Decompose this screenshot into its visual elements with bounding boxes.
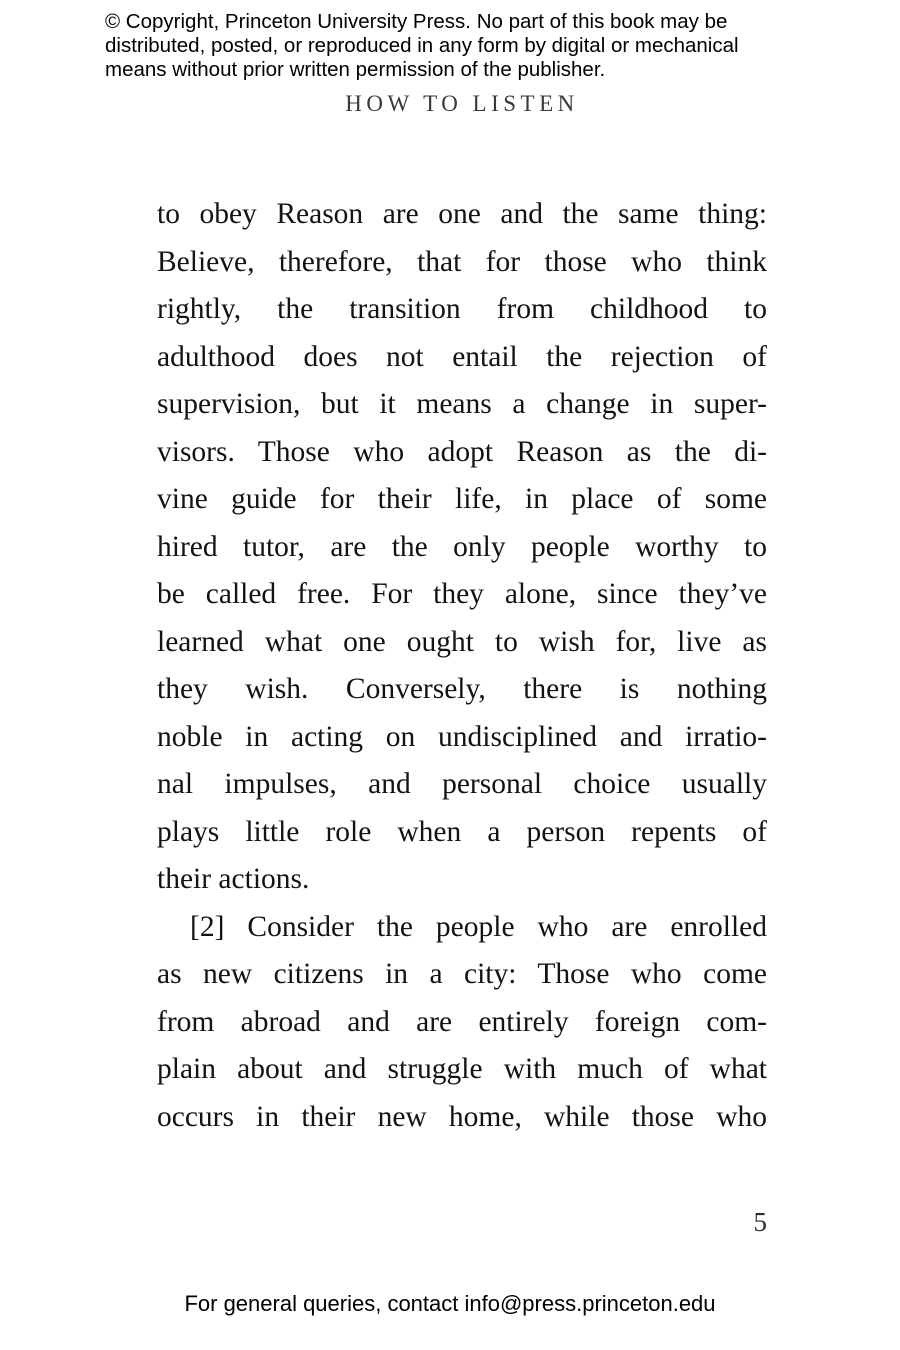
text-line-paragraph-end: their actions. — [157, 863, 310, 895]
page-number: 5 — [753, 1207, 767, 1237]
running-head: HOW TO LISTEN — [345, 91, 579, 116]
text-line: occurs in their new home, while those who — [157, 1100, 767, 1133]
text-line: nal impulses, and personal choice usually — [157, 768, 767, 800]
text-line: adulthood does not entail the rejection of — [157, 340, 767, 373]
text-line: visors. Those who adopt Reason as the di- — [157, 435, 767, 468]
text-line: rightly, the transition from childhood to — [157, 293, 767, 325]
text-line: plain about and struggle with much of what — [157, 1053, 767, 1085]
copyright-line-2: distributed, posted, or reproduced in any form by digital or mechanical — [105, 34, 739, 57]
body-text — [157, 191, 767, 1141]
footer-query-note: For general queries, contact info@press.princeton.edu — [184, 1291, 716, 1316]
text-line: learned what one ought to wish for, live as — [157, 625, 767, 658]
text-line: Believe, therefore, that for those who think — [157, 245, 767, 278]
text-line: be called free. For they alone, since they’ve — [157, 578, 767, 610]
text-line: vine guide for their life, in place of some — [157, 483, 767, 515]
text-line: plays little role when a person repents of — [157, 815, 767, 848]
text-line: they wish. Conversely, there is nothing — [157, 673, 767, 705]
text-line: noble in acting on undisciplined and irratio- — [157, 720, 767, 753]
copyright-line-3: means without prior written permission of the publisher. — [105, 58, 606, 81]
copyright-notice — [105, 10, 815, 82]
text-line: hired tutor, are the only people worthy to — [157, 530, 767, 563]
text-line: to obey Reason are one and the same thing: — [157, 198, 767, 230]
copyright-line-1: © Copyright, Princeton University Press. No part of this book may be — [105, 10, 728, 33]
text-line-paragraph-start: [2] Consider the people who are enrolled — [190, 910, 767, 943]
text-line: from abroad and are entirely foreign com- — [157, 1005, 767, 1038]
text-line: supervision, but it means a change in super- — [157, 388, 767, 420]
text-line: as new citizens in a city: Those who come — [157, 958, 767, 990]
